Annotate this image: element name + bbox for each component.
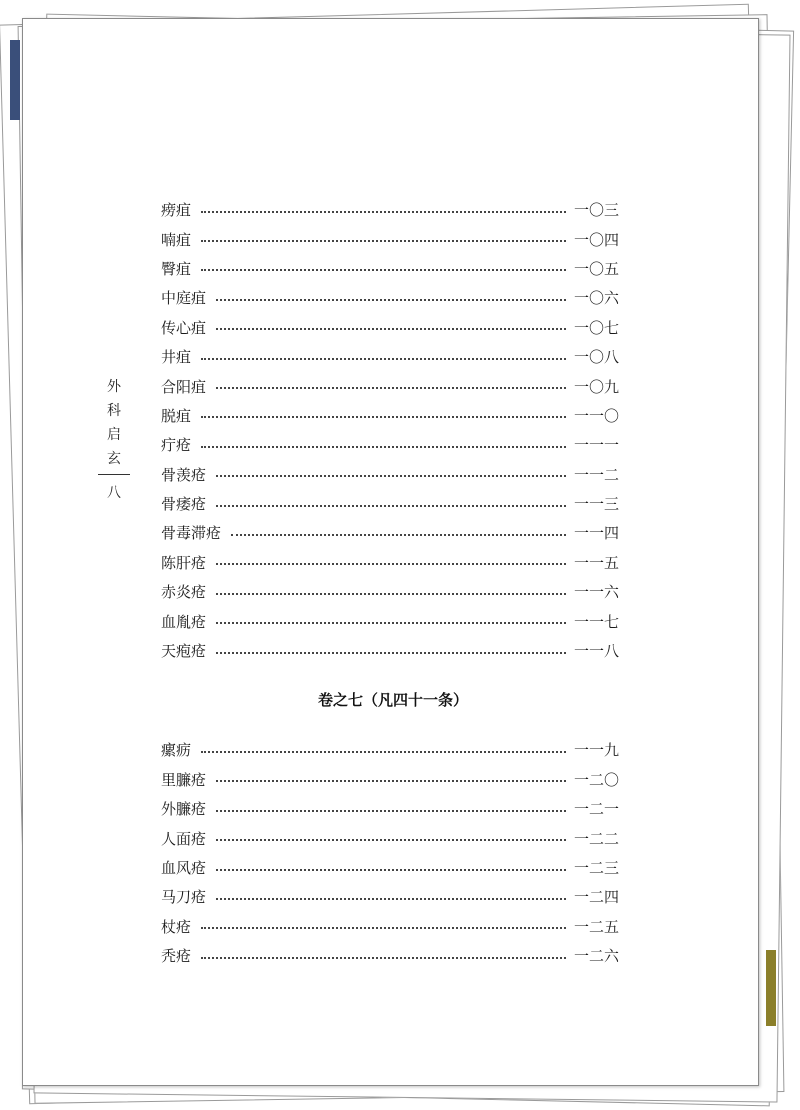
running-head-rule — [98, 474, 130, 475]
toc-entry-page: 一一八 — [573, 642, 619, 661]
dot-leader — [201, 269, 566, 271]
toc-entry-page: 一〇九 — [573, 377, 619, 396]
toc-entry-title: 痨疽 — [161, 201, 192, 220]
toc-entry[interactable] — [161, 254, 619, 283]
dot-leader — [216, 869, 566, 871]
dot-leader — [216, 652, 566, 654]
toc-entry-page: 一一七 — [573, 612, 619, 631]
running-head — [99, 375, 129, 505]
toc-entry-page: 一〇六 — [573, 289, 619, 308]
toc-entry-title: 传心疽 — [161, 318, 207, 337]
toc-entry[interactable] — [161, 548, 619, 577]
toc-entry-page: 一〇八 — [573, 348, 619, 367]
toc-entry-page: 一一〇 — [573, 406, 619, 425]
toc-entry-page: 一二三 — [573, 859, 619, 877]
toc-entry-title: 血胤疮 — [161, 612, 207, 631]
dot-leader — [216, 898, 566, 900]
toc-entry-title: 陈肝疮 — [161, 553, 207, 572]
toc-entry[interactable] — [161, 765, 619, 794]
toc-entry[interactable] — [161, 882, 619, 911]
document-page — [22, 18, 759, 1086]
toc-entry-title: 血风疮 — [161, 859, 207, 877]
toc-entry[interactable] — [161, 735, 619, 764]
dot-leader — [201, 751, 566, 753]
toc-entry-title: 瘰疬 — [161, 741, 192, 760]
toc-entry-page: 一一六 — [573, 583, 619, 602]
dot-leader — [216, 328, 566, 330]
toc-entry[interactable] — [161, 313, 619, 342]
toc-entry-title: 脱疽 — [161, 406, 192, 425]
toc-entry-title: 里臁疮 — [161, 770, 207, 789]
toc-entry-page: 一〇三 — [573, 201, 619, 220]
toc-entry-page: 一〇四 — [573, 230, 619, 249]
toc-entry[interactable] — [161, 371, 619, 400]
toc-entry-page: 一二四 — [573, 888, 619, 907]
toc-entry-page: 一一九 — [573, 741, 619, 760]
toc-entry-page: 一一二 — [573, 465, 619, 484]
dot-leader — [216, 387, 566, 389]
toc-entry-page: 一〇五 — [573, 259, 619, 278]
toc-entry-title: 臀疽 — [161, 259, 192, 278]
toc-entry-page: 一二一 — [573, 800, 619, 819]
cover-edge-blue — [10, 40, 20, 120]
dot-leader — [216, 810, 566, 812]
toc-entry-title: 合阳疽 — [161, 377, 207, 396]
toc-group-2 — [161, 735, 619, 970]
toc-entry[interactable] — [161, 283, 619, 312]
book-title-char: 科 — [107, 403, 121, 419]
toc-entry-page: 一二二 — [573, 829, 619, 848]
page-number: 八 — [107, 485, 121, 501]
toc-entry-title: 外臁疮 — [161, 800, 207, 819]
toc-entry[interactable] — [161, 636, 619, 665]
toc-entry-page: 一一五 — [573, 553, 619, 572]
toc-entry-page: 一二〇 — [573, 770, 619, 789]
toc-entry-title: 骨痿疮 — [161, 495, 207, 514]
toc-entry[interactable] — [161, 518, 619, 547]
toc-entry[interactable] — [161, 342, 619, 371]
toc-entry[interactable] — [161, 430, 619, 459]
book-title-char: 外 — [107, 379, 121, 395]
dot-leader — [216, 622, 566, 624]
cover-edge-olive — [766, 950, 776, 1026]
book-title-char: 启 — [107, 427, 121, 443]
toc-entry-title: 杖疮 — [161, 917, 192, 936]
toc-group-1 — [161, 195, 619, 665]
dot-leader — [201, 446, 566, 448]
toc-entry-page: 一〇七 — [573, 318, 619, 337]
section-heading: 卷之七（凡四十一条） — [317, 691, 468, 710]
toc-entry[interactable] — [161, 401, 619, 430]
dot-leader — [201, 240, 566, 242]
dot-leader — [201, 211, 566, 213]
toc-entry-title: 赤炎疮 — [161, 583, 207, 602]
toc-entry[interactable] — [161, 941, 619, 970]
toc-entry-title: 疔疮 — [161, 436, 192, 455]
toc-entry[interactable] — [161, 460, 619, 489]
dot-leader — [216, 475, 566, 477]
dot-leader — [201, 957, 566, 959]
dot-leader — [201, 927, 566, 929]
dot-leader — [216, 593, 566, 595]
dot-leader — [201, 416, 566, 418]
toc-entry-page: 一一三 — [573, 495, 619, 514]
toc-entry-page: 一二六 — [573, 947, 619, 966]
toc-entry[interactable] — [161, 489, 619, 518]
toc-entry-title: 秃疮 — [161, 947, 192, 966]
toc-entry[interactable] — [161, 606, 619, 635]
toc-entry[interactable] — [161, 794, 619, 823]
toc-entry[interactable] — [161, 224, 619, 253]
toc-entry[interactable] — [161, 195, 619, 224]
dot-leader — [216, 839, 566, 841]
dot-leader — [216, 299, 566, 301]
table-of-contents — [161, 195, 619, 970]
toc-entry[interactable] — [161, 912, 619, 941]
dot-leader — [216, 780, 566, 782]
toc-entry-title: 马刀疮 — [161, 888, 207, 907]
toc-entry-page: 一二五 — [573, 917, 619, 936]
toc-entry[interactable] — [161, 823, 619, 852]
toc-entry[interactable] — [161, 577, 619, 606]
toc-entry-title: 井疽 — [161, 348, 192, 367]
toc-entry-title: 骨毒滞疮 — [161, 524, 222, 543]
dot-leader — [216, 563, 566, 565]
dot-leader — [231, 534, 566, 536]
toc-entry-title: 喃疽 — [161, 230, 192, 249]
dot-leader — [201, 358, 566, 360]
toc-entry-page: 一一一 — [573, 436, 619, 455]
toc-entry-title: 骨羡疮 — [161, 465, 207, 484]
toc-entry-page: 一一四 — [573, 524, 619, 543]
toc-entry-title: 人面疮 — [161, 829, 207, 848]
toc-entry-title: 中庭疽 — [161, 289, 207, 308]
toc-entry-title: 天疱疮 — [161, 642, 207, 661]
book-title-char: 玄 — [107, 451, 121, 467]
toc-entry[interactable] — [161, 853, 619, 882]
dot-leader — [216, 505, 566, 507]
